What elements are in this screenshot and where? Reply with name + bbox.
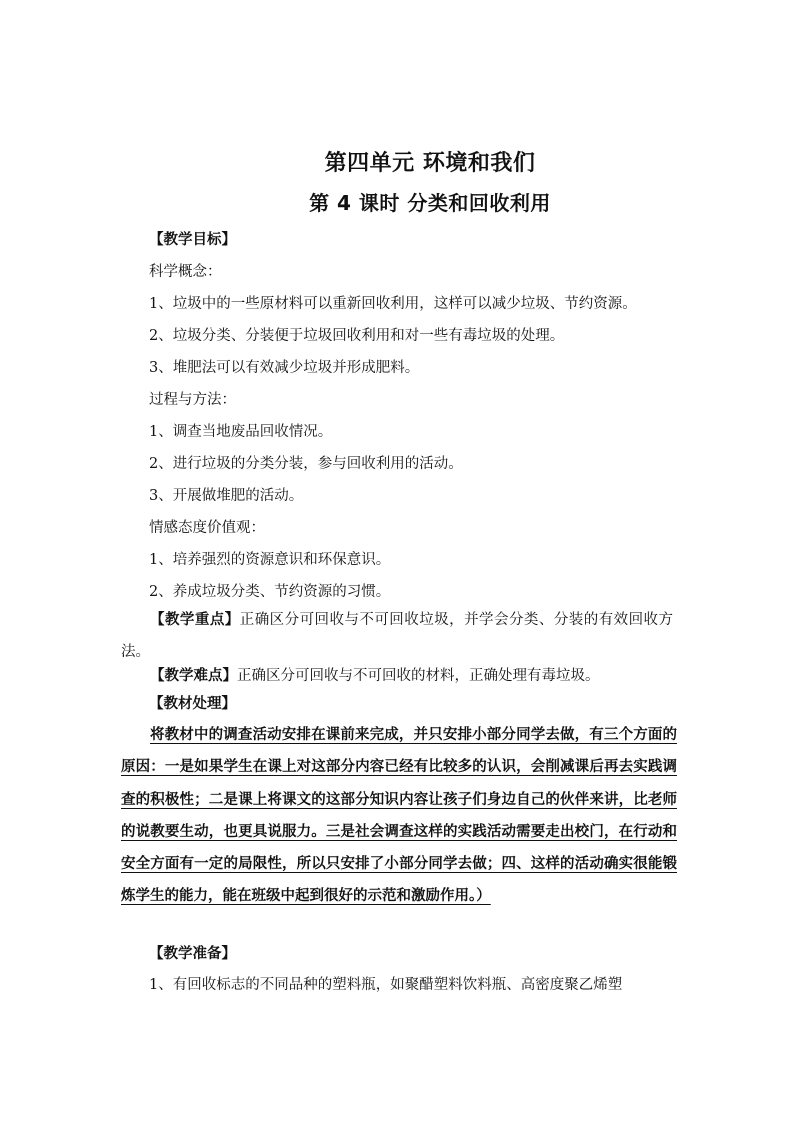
difficulty-paragraph: [121, 660, 673, 692]
science-item: 1、垃圾中的一些原材料可以重新回收利用，这样可以减少垃圾、节约资源。: [149, 296, 637, 312]
attitude-item: 2、养成垃圾分类、节约资源的习惯。: [149, 584, 391, 600]
attitude-label: 情感态度价值观：: [149, 520, 265, 536]
science-concept-label: 科学概念：: [149, 264, 222, 280]
difficulty-heading: 【教学难点】: [150, 668, 237, 684]
preparation-item: 1、有回收标志的不同品种的塑料瓶，如聚醋塑料饮料瓶、高密度聚乙烯塑: [149, 977, 623, 993]
preparation-heading: 【教学准备】: [149, 946, 236, 962]
difficulty-text: 正确区分可回收与不可回收的材料，正确处理有毒垃圾。: [237, 668, 600, 684]
process-method-label: 过程与方法：: [149, 392, 236, 408]
material-text: 将教材中的调查活动安排在课前来完成，并只安排小部分同学去做，有三个方面的原因：一是如果学生在课上对这部分内容已经有比较多的认识，会削减课后再去实践调查的积极性；二是课上将课文的这部分知识内容让孩子们身边自己的伙伴来讲，比老师的说教要生动，也更具说服力。三是社会调查这样的实践活动需要走出校门，在行动和安全方面有一定的局限性，所以只安排了小部分同学去做；四、这样的活动确实很能锻炼学生的能力，能在班级中起到很好的示范和激励作用。）: [121, 727, 677, 905]
unit-title: 第四单元 环境和我们: [324, 151, 536, 176]
lesson-title: 第 4 课时 分类和回收利用: [309, 191, 551, 215]
material-paragraph: [121, 719, 677, 913]
process-item: 3、开展做堆肥的活动。: [149, 488, 304, 504]
material-heading: 【教材处理】: [149, 696, 236, 712]
process-item: 1、调查当地废品回收情况。: [149, 424, 333, 440]
science-item: 3、堆肥法可以有效减少垃圾并形成肥料。: [149, 360, 420, 376]
key-point-text: 正确区分可回收与不可回收垃圾，并学会分类、分装的有效回收方法。: [121, 612, 674, 661]
process-item: 2、进行垃圾的分类分装，参与回收利用的活动。: [149, 456, 463, 472]
science-item: 2、垃圾分类、分装便于垃圾回收利用和对一些有毒垃圾的处理。: [149, 328, 565, 344]
attitude-item: 1、培养强烈的资源意识和环保意识。: [149, 552, 391, 568]
key-point-heading: 【教学重点】: [150, 612, 240, 628]
objectives-heading: 【教学目标】: [149, 232, 236, 248]
key-point-paragraph: [121, 604, 673, 668]
